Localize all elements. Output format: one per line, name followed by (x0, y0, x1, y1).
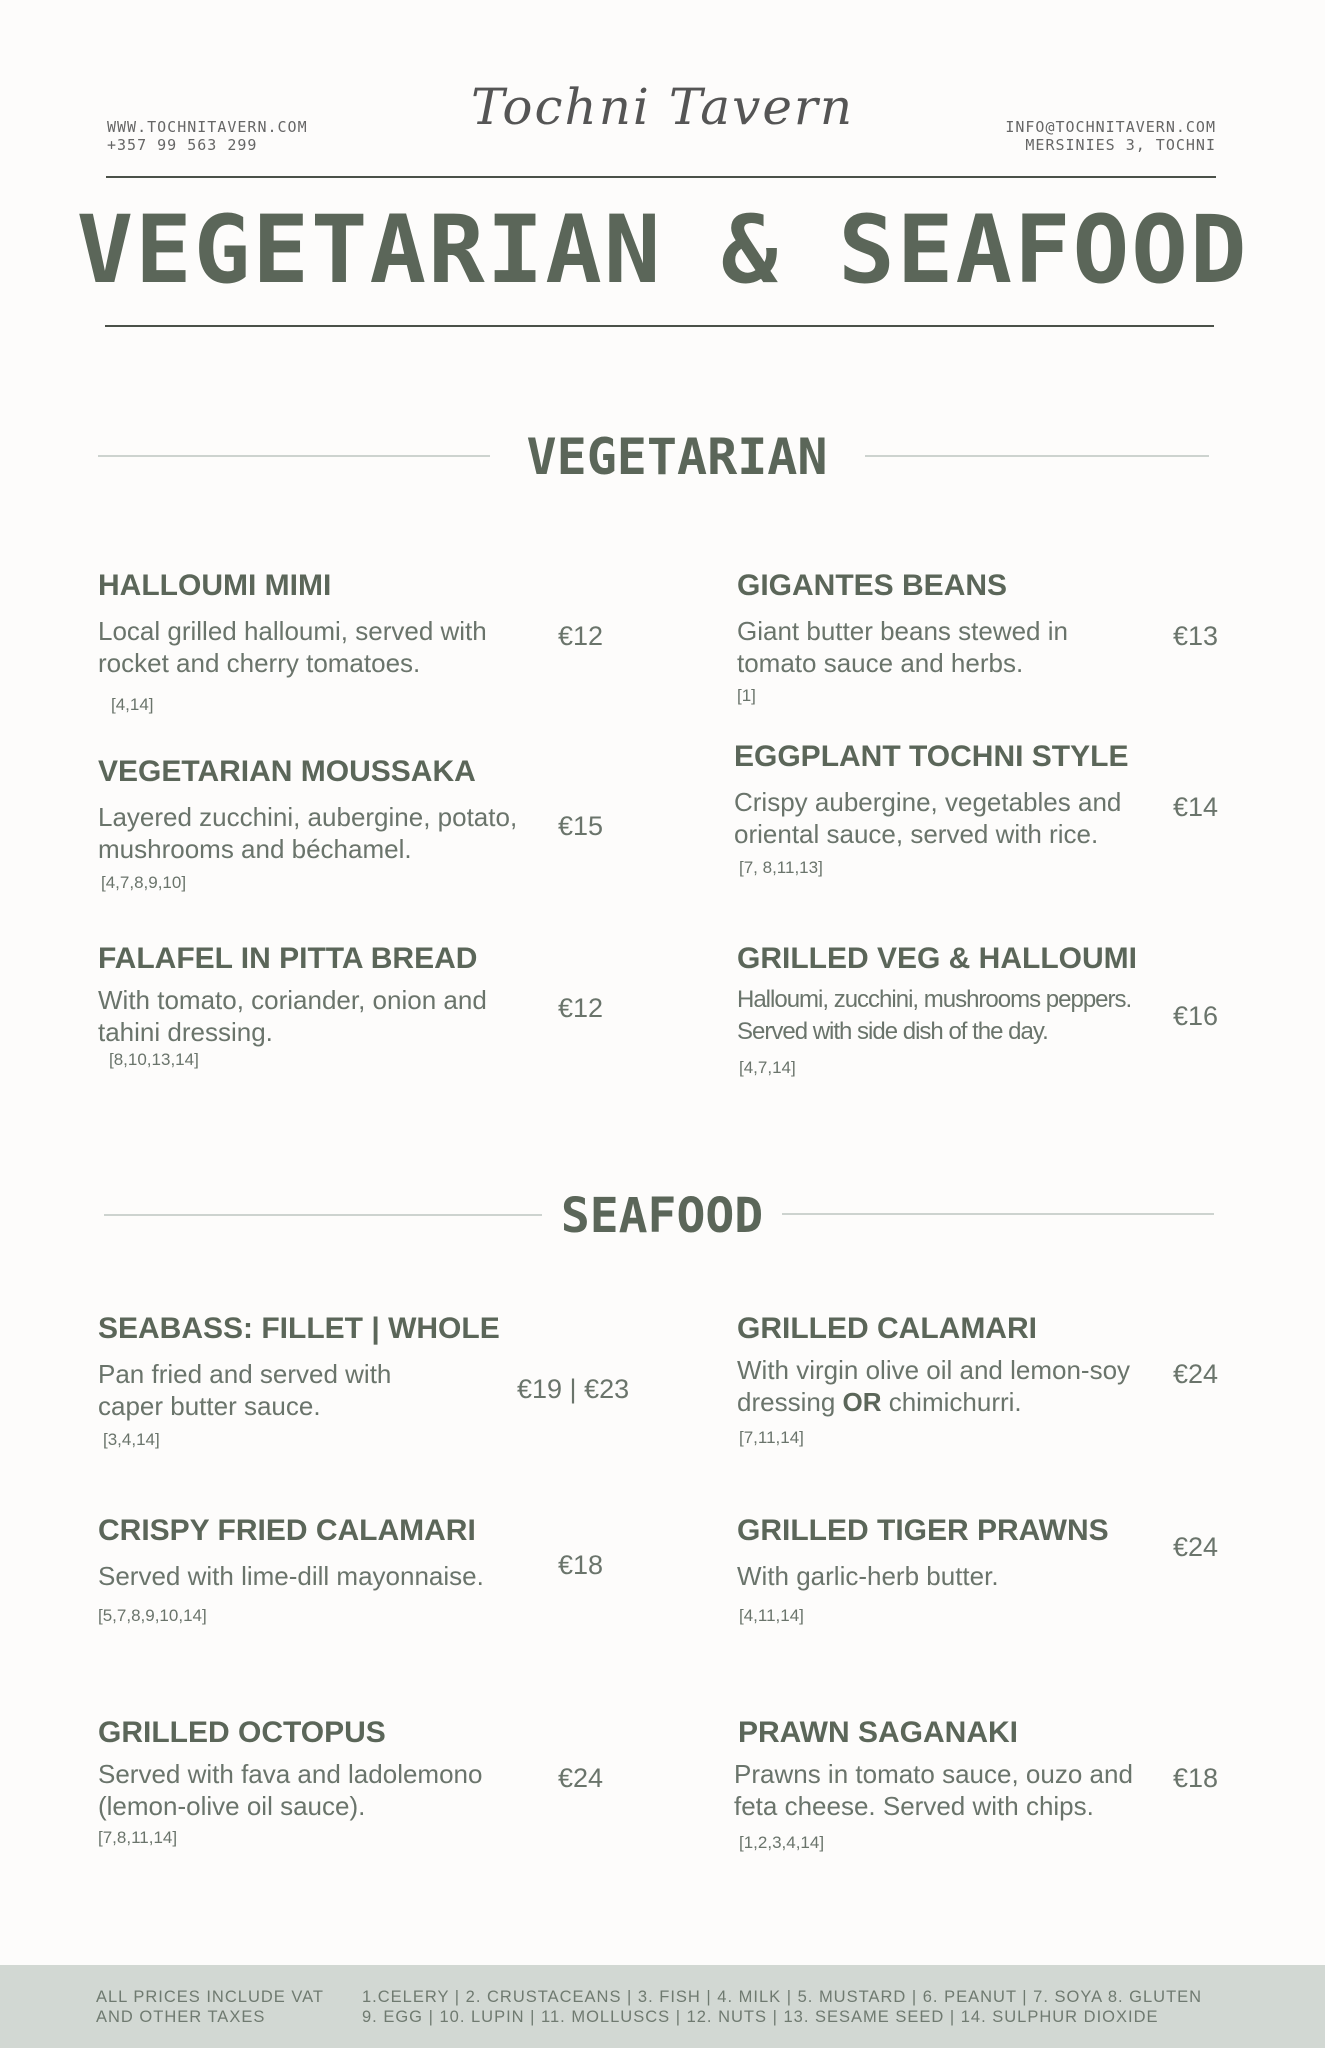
allergen-legend-line: 1.CELERY | 2. CRUSTACEANS | 3. FISH | 4. MILK | 5. MUSTARD | 6. PEANUT | 7. SOYA 8. GLUTEN (362, 1988, 1203, 2006)
item-price: €16 (1173, 1001, 1219, 1031)
item-price: €18 (1173, 1763, 1219, 1793)
tax-note-line: AND OTHER TAXES (96, 2008, 266, 2026)
section-title-seafood: SEAFOOD (560, 1188, 764, 1244)
item-allergens: [4,7,8,9,10] (101, 873, 187, 892)
item-allergens: [4,11,14] (739, 1606, 804, 1625)
item-allergens: [1,2,3,4,14] (739, 1833, 825, 1852)
section-divider-right (865, 455, 1209, 457)
item-price: €18 (558, 1550, 604, 1580)
item-allergens: [7, 8,11,13] (739, 858, 823, 877)
section-divider-left (98, 455, 490, 457)
item-description: Served with lime-dill mayonnaise. (98, 1561, 484, 1591)
allergen-legend-line: 9. EGG | 10. LUPIN | 11. MOLLUSCS | 12. NUTS | 13. SESAME SEED | 14. SULPHUR DIOXIDE (362, 2008, 1159, 2026)
item-name: SEABASS: FILLET | WHOLE (98, 1312, 500, 1345)
item-price: €12 (558, 621, 604, 651)
title-rule (105, 325, 1214, 327)
item-name: GRILLED OCTOPUS (98, 1716, 386, 1749)
item-name: VEGETARIAN MOUSSAKA (98, 755, 476, 788)
item-name: HALLOUMI MIMI (98, 569, 332, 602)
item-allergens: [7,11,14] (739, 1428, 804, 1447)
item-description: Giant butter beans stewed in tomato sauce and herbs. (737, 616, 1068, 678)
item-price: €24 (558, 1763, 604, 1793)
item-description: Local grilled halloumi, served with rocket and cherry tomatoes. (98, 616, 487, 678)
item-price: €12 (558, 993, 604, 1023)
item-name: GRILLED TIGER PRAWNS (737, 1514, 1109, 1547)
section-divider-right (782, 1213, 1214, 1215)
item-allergens: [4,7,14] (739, 1058, 796, 1077)
item-price: €19 | €23 (517, 1374, 630, 1404)
footer-bar (0, 1965, 1325, 2048)
item-price: €24 (1173, 1359, 1219, 1389)
item-name: EGGPLANT TOCHNI STYLE (734, 740, 1129, 773)
item-description: With garlic-herb butter. (737, 1561, 999, 1591)
website-link[interactable]: WWW.TOCHNITAVERN.COM (107, 118, 308, 136)
tax-note-line: ALL PRICES INCLUDE VAT (96, 1988, 325, 2006)
allergen-legend (362, 1987, 1202, 2027)
header-contact-right (1005, 118, 1216, 154)
item-price: €14 (1173, 792, 1219, 822)
item-description: Crispy aubergine, vegetables and oriental sauce, served with rice. (734, 787, 1122, 849)
item-description: Pan fried and served with caper butter sauce. (98, 1359, 392, 1421)
section-divider-left (104, 1214, 542, 1216)
item-description (737, 1354, 1137, 1418)
item-allergens: [3,4,14] (103, 1430, 160, 1449)
page-title: VEGETARIAN & SEAFOOD (76, 196, 1249, 305)
item-description: Served with fava and ladolemono (lemon-olive oil sauce). (98, 1759, 483, 1821)
item-description: Prawns in tomato sauce, ouzo and feta cheese. Served with chips. (734, 1759, 1133, 1821)
tax-note (96, 1987, 324, 2027)
item-description-text: With virgin olive oil and lemon-soy dressing (737, 1355, 1131, 1417)
item-description: Halloumi, zucchini, mushrooms peppers. Served with side dish of the day. (737, 986, 1132, 1045)
item-price: €24 (1173, 1532, 1219, 1562)
item-description-text: chimichurri. (881, 1387, 1022, 1417)
item-allergens: [8,10,13,14] (109, 1050, 199, 1069)
top-rule (106, 176, 1216, 178)
item-description: With tomato, coriander, onion and tahini dressing. (98, 985, 487, 1047)
item-price: €13 (1173, 621, 1219, 651)
item-name: CRISPY FRIED CALAMARI (98, 1514, 476, 1547)
item-allergens: [1] (737, 686, 756, 705)
item-allergens: [4,14] (111, 695, 154, 714)
item-description-emphasis: OR (842, 1387, 882, 1417)
item-price: €15 (558, 811, 604, 841)
section-title-vegetarian: VEGETARIAN (526, 428, 828, 486)
phone-number[interactable]: +357 99 563 299 (107, 136, 258, 154)
item-name: GRILLED VEG & HALLOUMI (737, 942, 1137, 975)
item-description: Layered zucchini, aubergine, potato, mushrooms and béchamel. (98, 802, 518, 864)
item-name: GIGANTES BEANS (737, 569, 1008, 602)
item-allergens: [5,7,8,9,10,14] (98, 1606, 207, 1625)
item-name: FALAFEL IN PITTA BREAD (98, 942, 478, 975)
logo: Tochni Tavern (470, 78, 855, 136)
email-link[interactable]: INFO@TOCHNITAVERN.COM (1005, 118, 1216, 136)
item-name: GRILLED CALAMARI (737, 1312, 1037, 1345)
item-allergens: [7,8,11,14] (98, 1828, 178, 1847)
address: MERSINIES 3, TOCHNI (1025, 136, 1216, 154)
item-name: PRAWN SAGANAKI (738, 1716, 1019, 1749)
